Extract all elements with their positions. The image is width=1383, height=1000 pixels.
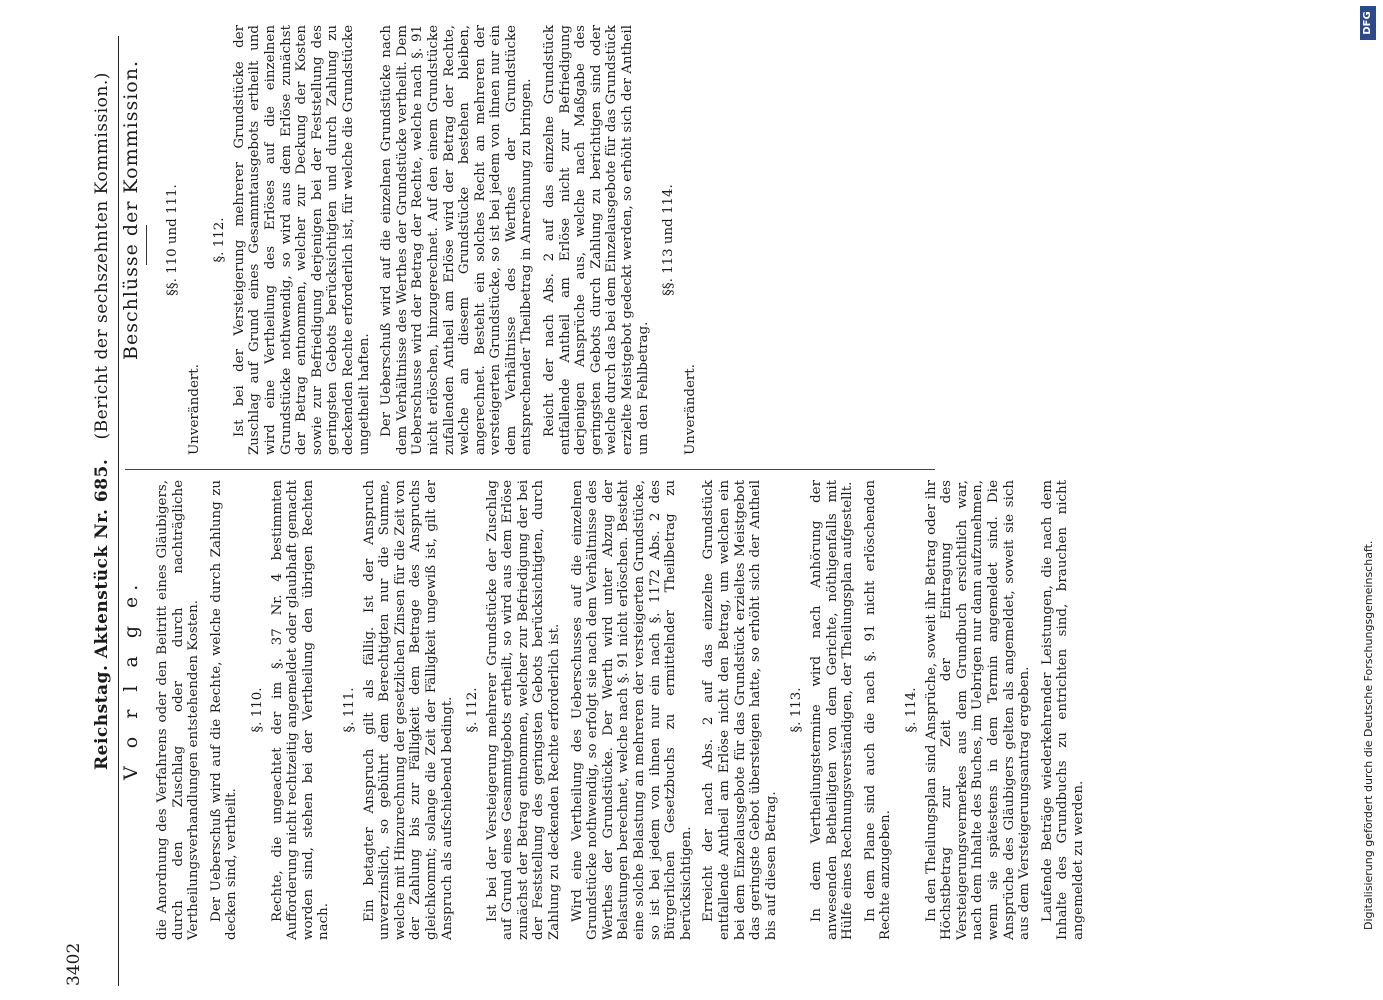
running-header: [92, 72, 112, 770]
unchanged-note-1: Unverändert.: [186, 364, 202, 455]
header-rule: [118, 36, 119, 986]
section-114-para-1: In den Theilungsplan sind Ansprüche, soweit ihr Betrag oder ihr Höchstbetrag zur Zeit der Eintragung des Versteigerungsvermerkes aus dem Grundbuch ersichtlich war, nach dem Inhalte des Buches, im Uebrigen nur dann aufzunehmen, wenn sie spätestens in dem Termin angemeldet sind. Die Ansprüche des Gläubigers gelten als angemeldet, soweit sie sich aus dem Versteigerungsantrag ergeben.: [923, 480, 1033, 940]
section-113-114-heading: §§. 113 und 114.: [661, 184, 677, 296]
title-underline: [146, 225, 147, 265]
section-113-para-2: In dem Plane sind auch die nach §. 91 nicht erlöschenden Rechte anzugeben.: [862, 480, 894, 940]
page-number: 3402: [64, 942, 84, 986]
section-113-heading: §. 113.: [789, 687, 805, 733]
section-113-para-1: In dem Vertheilungstermine wird nach Anhörung der anwesenden Betheiligten von dem Gerichte, nöthigenfalls mit Hülfe eines Rechnungsverständigen, der Theilungsplan aufgestellt.: [808, 480, 856, 940]
section-110-111-heading: §§. 110 und 111.: [165, 184, 180, 296]
column-divider: [125, 469, 935, 470]
section-110-text: Rechte, die ungeachtet der im §. 37 Nr. 4 bestimmten Aufforderung nicht rechtzeitig angemeldet oder glaubhaft gemacht worden sind, stehen bei der Vertheilung den übrigen Rechten nach.: [269, 480, 332, 940]
section-112-para-1: Ist bei der Versteigerung mehrerer Grundstücke der Zuschlag auf Grund eines Gesammtgebots ertheilt, so wird aus dem Erlöse zunächst der Betrag entnommen, welcher zur Befriedigung der bei der Feststellung des geringsten Gebots berücksichtigten, durch Zahlung zu deckenden Rechte erforderlich ist.: [484, 480, 563, 940]
section-111-text: Ein betagter Anspruch gilt als fällig. Ist der Anspruch unverzinslich, so gebührt dem Berechtigten nur die Summe, welche mit Hinzurechnung der gesetzlichen Zinsen für die Zeit von der Zahlung bis zur Fälligkeit dem Betrage des Anspruchs gleichkommt; solange die Zeit der Fälligkeit ungewiß ist, gilt der Anspruch als aufschiebend bedingt.: [361, 480, 455, 940]
vorlage-column: [155, 480, 1093, 940]
section-114-heading: §. 114.: [903, 687, 919, 733]
vorlage-title: V o r l a g e.: [120, 578, 142, 780]
section-112-heading: §. 112.: [465, 687, 481, 733]
section-112-heading-right: §. 112.: [212, 217, 228, 263]
beschluesse-column: [155, 25, 706, 455]
section-110-heading: §. 110.: [249, 687, 265, 733]
section-112-right-para-3: Reicht der nach Abs. 2 auf das einzelne Grundstück entfallende Antheil am Erlöse nicht zur Befriedigung derjenigen Ansprüche aus, welche nach Maßgabe des geringsten Gebots durch Zahlung zu berichtigen sind oder welche durch das bei dem Einzelausgebote für das Grundstück erzielte Meistgebot gedeckt werden, so erhöht sich der Antheil um den Fehlbetrag.: [542, 25, 651, 455]
beschluesse-title: Beschlüsse der Kommission.: [120, 60, 142, 360]
section-112-para-3: Erreicht der nach Abs. 2 auf das einzelne Grundstück entfallende Antheil am Erlöse nicht den Betrag, um welchen ein bei dem Einzelausgebote für das Grundstück erzieltes Meistgebot das geringste Gebot übersteigen hatte, so erhöht sich der Antheil bis auf diesen Betrag.: [701, 480, 779, 940]
section-114-para-2: Laufende Beträge wiederkehrender Leistungen, die nach dem Inhalte des Grundbuchs zu entrichten sind, brauchen nicht angemeldet zu werden.: [1039, 480, 1086, 940]
section-112-right-para-2: Der Ueberschuß wird auf die einzelnen Grundstücke nach dem Verhältnisse des Werthes der Grundstücke vertheilt. Dem Ueberschusse wird der Betrag der Rechte, welche nach §. 91 nicht erlöschen, hinzugerechnet. Auf den einem Grundstücke zufallenden Antheil am Erlöse wird der Betrag der Rechte, welche an diesem Grundstücke bestehen bleiben, angerechnet. Besteht ein solches Recht an mehreren der versteigerten Grundstücke, so ist bei jedem von ihnen nur ein dem Verhältnisse des Werthes der Grundstücke entsprechender Theilbetrag in Anrechnung zu bringen.: [379, 25, 535, 455]
section-111-heading: §. 111.: [341, 687, 357, 733]
header-title: Reichstag. Aktenstück Nr. 685.: [92, 458, 112, 770]
unchanged-note-2: Unverändert.: [682, 364, 698, 455]
digitization-note: Digitalisierung gefördert durch die Deutsche Forschungsgemeinschaft.: [1362, 540, 1375, 930]
vorlage-intro: die Anordnung des Verfahrens oder den Beitritt eines Gläubigers, durch den Zuschlag oder durch nachträgliche Vertheilungsverhandlungen entstehenden Kosten.: [155, 480, 202, 940]
section-112-right-para-1: Ist bei der Versteigerung mehrerer Grundstücke der Zuschlag auf Grund eines Gesammtausgebots ertheilt und wird eine Vertheilung des Erlöses auf die einzelnen Grundstücke nothwendig, so wird aus dem Erlöse zunächst der Betrag entnommen, welcher zur Deckung der Kosten sowie zur Befriedigung derjenigen bei der Feststellung des geringsten Gebots berücksichtigten und durch Zahlung zu deckenden Rechte erforderlich ist, für welche die Grundstücke ungetheilt haften.: [231, 25, 372, 455]
vorlage-intro-2: Der Ueberschuß wird auf die Rechte, welche durch Zahlung zu decken sind, vertheilt.: [208, 480, 240, 940]
dfg-logo: DFG: [1360, 6, 1376, 40]
section-112-para-2: Wird eine Vertheilung des Ueberschusses auf die einzelnen Grundstücke nothwendig, so erfolgt sie nach dem Verhältnisse des Werthes der Grundstücke. Der Werth wird unter Abzug der Belastungen berechnet, welche nach §. 91 nicht erlöschen. Besteht eine solche Belastung an mehreren der versteigerten Grundstücke, so ist bei jedem von ihnen nur ein nach §. 1172 Abs. 2 des Bürgerlichen Gesetzbuchs zu ermittelnder Theilbetrag zu berücksichtigen.: [569, 480, 694, 940]
header-subtitle: (Bericht der sechszehnten Kommission.): [92, 72, 112, 440]
